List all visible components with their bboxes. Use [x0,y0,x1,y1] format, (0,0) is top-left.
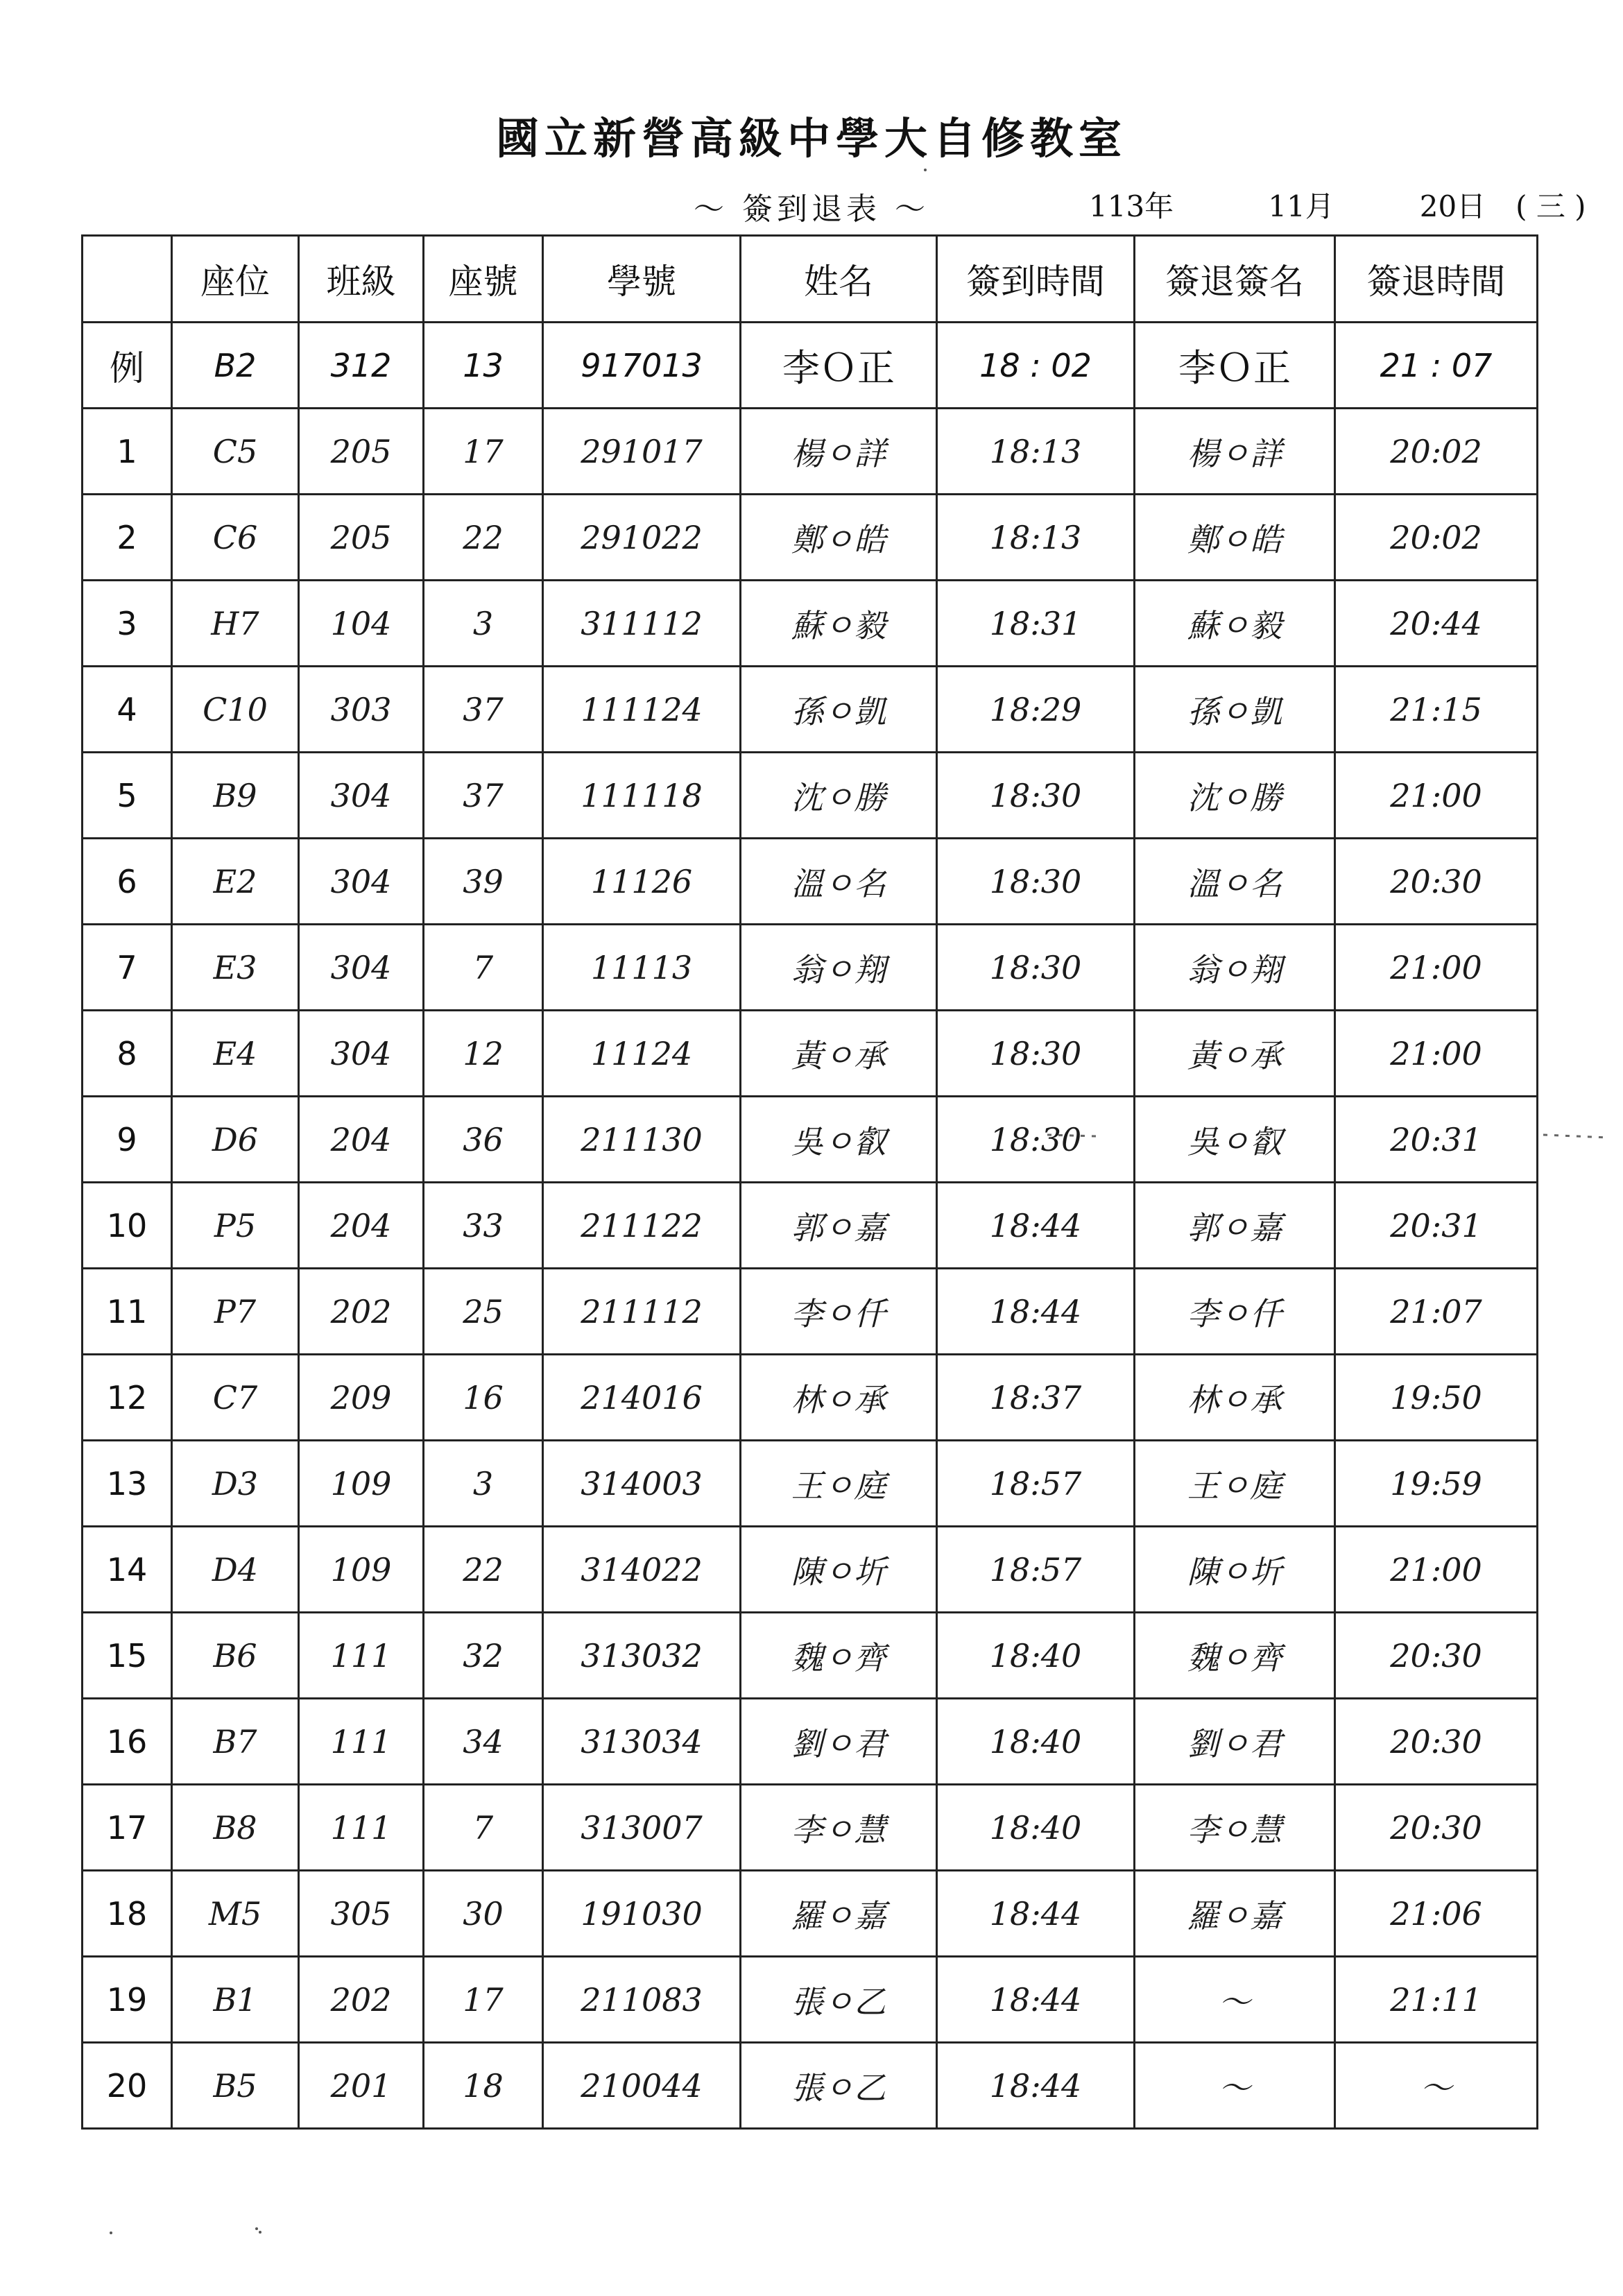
name-cell: 魏ㅇ齊 [741,1613,937,1699]
number-cell: 17 [424,409,543,495]
class-cell: 204 [299,1183,424,1269]
sign-in-time-cell: 18:30 [937,1011,1135,1097]
signature-cell: 鄭ㅇ皓 [1135,495,1335,581]
seat-cell: C6 [172,495,299,581]
signature-cell: 林ㅇ承 [1135,1355,1335,1441]
sign-in-time-cell: 18:44 [937,2043,1135,2129]
seat-cell: B1 [172,1957,299,2043]
table-row [83,667,1538,753]
student-id-cell: 311112 [543,581,741,667]
row-number: 3 [83,581,172,667]
number-cell: 39 [424,839,543,925]
name-cell: 溫ㅇ名 [741,839,937,925]
class-cell: 201 [299,2043,424,2129]
signature-cell: 王ㅇ庭 [1135,1441,1335,1527]
name-cell: 翁ㅇ翔 [741,925,937,1011]
signature-cell: 黃ㅇ承 [1135,1011,1335,1097]
student-id-cell: 11113 [543,925,741,1011]
name-cell: 張ㅇ乙 [741,1957,937,2043]
row-number: 7 [83,925,172,1011]
table-row [83,753,1538,839]
sign-out-time-cell: 19:59 [1335,1441,1538,1527]
student-id-cell: 210044 [543,2043,741,2129]
seat-cell: P5 [172,1183,299,1269]
number-cell: 17 [424,1957,543,2043]
number-cell: 3 [424,581,543,667]
sign-out-time-cell: 20:30 [1335,839,1538,925]
sign-in-time-cell: 18:31 [937,581,1135,667]
sign-out-time-cell: 20:31 [1335,1183,1538,1269]
class-cell: 109 [299,1527,424,1613]
row-number: 2 [83,495,172,581]
name-cell: 李ㅇ慧 [741,1785,937,1871]
sign-in-time-cell: 18:44 [937,1183,1135,1269]
row-number: 9 [83,1097,172,1183]
row-number: 12 [83,1355,172,1441]
seat-cell: B8 [172,1785,299,1871]
sign-in-table [81,234,1538,2130]
number-cell: 16 [424,1355,543,1441]
sign-out-time-cell: 21:15 [1335,667,1538,753]
number-cell: 12 [424,1011,543,1097]
student-id-cell: 11124 [543,1011,741,1097]
signature-cell: 羅ㅇ嘉 [1135,1871,1335,1957]
number-cell: 22 [424,1527,543,1613]
example-sign-out-time: 21 : 07 [1335,323,1538,409]
sign-in-time-cell: 18:57 [937,1441,1135,1527]
sign-in-time-cell: 18:13 [937,495,1135,581]
number-cell: 37 [424,667,543,753]
table-row [83,409,1538,495]
seat-cell: B6 [172,1613,299,1699]
sign-out-time-cell: 20:44 [1335,581,1538,667]
table-row [83,581,1538,667]
name-cell: 劉ㅇ君 [741,1699,937,1785]
seat-cell: B9 [172,753,299,839]
row-number: 14 [83,1527,172,1613]
number-cell: 33 [424,1183,543,1269]
student-id-cell: 11126 [543,839,741,925]
seat-cell: C7 [172,1355,299,1441]
class-cell: 205 [299,495,424,581]
row-number: 17 [83,1785,172,1871]
date-day: 20日 [1419,189,1486,223]
row-number: 5 [83,753,172,839]
class-cell: 111 [299,1785,424,1871]
date-year: 113年 [1089,189,1174,223]
seat-cell: D3 [172,1441,299,1527]
seat-cell: E3 [172,925,299,1011]
subtitle-row [0,184,1623,232]
signature-cell: 陳ㅇ圻 [1135,1527,1335,1613]
number-cell: 34 [424,1699,543,1785]
table-row [83,1183,1538,1269]
col-header-seat: 座位 [172,236,299,323]
sign-in-time-cell: 18:57 [937,1527,1135,1613]
sign-out-time-cell: ～ [1335,2043,1538,2129]
sign-out-time-cell: 21:00 [1335,1527,1538,1613]
number-cell: 36 [424,1097,543,1183]
student-id-cell: 313007 [543,1785,741,1871]
example-signature: 李Ｏ正 [1135,323,1335,409]
example-number: 13 [424,323,543,409]
col-header-sign-in-time: 簽到時間 [937,236,1135,323]
number-cell: 22 [424,495,543,581]
name-cell: 林ㅇ承 [741,1355,937,1441]
table-row [83,839,1538,925]
class-cell: 305 [299,1871,424,1957]
col-header-class: 班級 [299,236,424,323]
name-cell: 沈ㅇ勝 [741,753,937,839]
table-row [83,2043,1538,2129]
sign-out-time-cell: 21:00 [1335,753,1538,839]
class-cell: 205 [299,409,424,495]
sign-out-time-cell: 21:11 [1335,1957,1538,2043]
sign-in-time-cell: 18:30 [937,925,1135,1011]
sheet-subtitle: ～ 簽到退表 ～ [694,191,929,227]
class-cell: 104 [299,581,424,667]
signature-cell: 楊ㅇ詳 [1135,409,1335,495]
name-cell: 蘇ㅇ毅 [741,581,937,667]
sign-out-time-cell: 20:30 [1335,1613,1538,1699]
table-row [83,1699,1538,1785]
signature-cell: 劉ㅇ君 [1135,1699,1335,1785]
sign-out-time-cell: 21:00 [1335,1011,1538,1097]
seat-cell: C10 [172,667,299,753]
seat-cell: M5 [172,1871,299,1957]
row-number: 13 [83,1441,172,1527]
sign-in-time-cell: 18:30 [937,753,1135,839]
number-cell: 25 [424,1269,543,1355]
example-seat: B2 [172,323,299,409]
table-row [83,925,1538,1011]
sign-out-time-cell: 21:06 [1335,1871,1538,1957]
student-id-cell: 214016 [543,1355,741,1441]
sign-out-time-cell: 20:02 [1335,495,1538,581]
seat-cell: H7 [172,581,299,667]
class-cell: 304 [299,753,424,839]
table-row [83,1527,1538,1613]
signature-cell: 蘇ㅇ毅 [1135,581,1335,667]
sign-in-time-cell: 18:44 [937,1957,1135,2043]
student-id-cell: 191030 [543,1871,741,1957]
sign-out-time-cell: 20:30 [1335,1699,1538,1785]
sign-in-time-cell: 18:30 [937,1097,1135,1183]
table-row [83,1957,1538,2043]
row-number: 19 [83,1957,172,2043]
name-cell: 孫ㅇ凱 [741,667,937,753]
student-id-cell: 111124 [543,667,741,753]
name-cell: 黃ㅇ承 [741,1011,937,1097]
name-cell: 羅ㅇ嘉 [741,1871,937,1957]
table-row [83,1613,1538,1699]
date-weekday: ( 三 ) [1515,189,1586,223]
signature-cell: 翁ㅇ翔 [1135,925,1335,1011]
student-id-cell: 313034 [543,1699,741,1785]
row-number: 11 [83,1269,172,1355]
row-number: 20 [83,2043,172,2129]
signature-cell: 郭ㅇ嘉 [1135,1183,1335,1269]
student-id-cell: 291017 [543,409,741,495]
table-row [83,1011,1538,1097]
sign-out-time-cell: 20:02 [1335,409,1538,495]
seat-cell: D4 [172,1527,299,1613]
class-cell: 304 [299,1011,424,1097]
sheet-title: 國立新營高級中學大自修教室 [495,113,1127,164]
class-cell: 202 [299,1957,424,2043]
sign-in-time-cell: 18:30 [937,839,1135,925]
class-cell: 111 [299,1699,424,1785]
sign-out-time-cell: 21:00 [1335,925,1538,1011]
col-header-sign-out-signature: 簽退簽名 [1135,236,1335,323]
seat-cell: C5 [172,409,299,495]
seat-cell: E2 [172,839,299,925]
student-id-cell: 211130 [543,1097,741,1183]
sheet-date [1089,184,1606,225]
sign-out-time-cell: 19:50 [1335,1355,1538,1441]
col-header-index [83,236,172,323]
class-cell: 109 [299,1441,424,1527]
row-number: 4 [83,667,172,753]
table-row [83,1269,1538,1355]
example-student-id: 917013 [543,323,741,409]
sign-in-time-cell: 18:44 [937,1871,1135,1957]
row-number: 16 [83,1699,172,1785]
sign-out-time-cell: 20:31 [1335,1097,1538,1183]
example-row [83,323,1538,409]
class-cell: 202 [299,1269,424,1355]
name-cell: 王ㅇ庭 [741,1441,937,1527]
sign-in-time-cell: 18:40 [937,1613,1135,1699]
table-row [83,1097,1538,1183]
student-id-cell: 314022 [543,1527,741,1613]
row-number: 1 [83,409,172,495]
sign-out-time-cell: 20:30 [1335,1785,1538,1871]
example-label: 例 [83,323,172,409]
sign-in-time-cell: 18:37 [937,1355,1135,1441]
name-cell: 吳ㅇ叡 [741,1097,937,1183]
table-row [83,1441,1538,1527]
row-number: 6 [83,839,172,925]
student-id-cell: 314003 [543,1441,741,1527]
col-header-sign-out-time: 簽退時間 [1335,236,1538,323]
sign-in-time-cell: 18:29 [937,667,1135,753]
row-number: 15 [83,1613,172,1699]
name-cell: 郭ㅇ嘉 [741,1183,937,1269]
sign-in-time-cell: 18:40 [937,1699,1135,1785]
name-cell: 楊ㅇ詳 [741,409,937,495]
signature-cell: ～ [1135,2043,1335,2129]
class-cell: 303 [299,667,424,753]
signature-cell: 李ㅇ慧 [1135,1785,1335,1871]
sign-in-time-cell: 18:40 [937,1785,1135,1871]
student-id-cell: 291022 [543,495,741,581]
sign-out-time-cell: 21:07 [1335,1269,1538,1355]
student-id-cell: 211122 [543,1183,741,1269]
number-cell: 7 [424,1785,543,1871]
example-name: 李Ｏ正 [741,323,937,409]
name-cell: 陳ㅇ圻 [741,1527,937,1613]
number-cell: 37 [424,753,543,839]
table-row [83,1355,1538,1441]
number-cell: 18 [424,2043,543,2129]
class-cell: 209 [299,1355,424,1441]
signature-cell: 溫ㅇ名 [1135,839,1335,925]
class-cell: 304 [299,839,424,925]
col-header-name: 姓名 [741,236,937,323]
signature-cell: ～ [1135,1957,1335,2043]
name-cell: 張ㅇ乙 [741,2043,937,2129]
sign-in-time-cell: 18:44 [937,1269,1135,1355]
name-cell: 李ㅇ仟 [741,1269,937,1355]
seat-cell: B5 [172,2043,299,2129]
col-header-student-id: 學號 [543,236,741,323]
signature-cell: 孫ㅇ凱 [1135,667,1335,753]
class-cell: 111 [299,1613,424,1699]
seat-cell: E4 [172,1011,299,1097]
date-month: 11月 [1268,189,1334,223]
table-header-row [83,236,1538,323]
example-sign-in-time: 18 : 02 [937,323,1135,409]
example-class: 312 [299,323,424,409]
student-id-cell: 211083 [543,1957,741,2043]
table-row [83,1785,1538,1871]
col-header-number: 座號 [424,236,543,323]
student-id-cell: 211112 [543,1269,741,1355]
signature-cell: 沈ㅇ勝 [1135,753,1335,839]
number-cell: 32 [424,1613,543,1699]
row-number: 10 [83,1183,172,1269]
signature-cell: 吳ㅇ叡 [1135,1097,1335,1183]
student-id-cell: 111118 [543,753,741,839]
seat-cell: D6 [172,1097,299,1183]
table-row [83,1871,1538,1957]
signature-cell: 魏ㅇ齊 [1135,1613,1335,1699]
signature-cell: 李ㅇ仟 [1135,1269,1335,1355]
seat-cell: P7 [172,1269,299,1355]
class-cell: 204 [299,1097,424,1183]
class-cell: 304 [299,925,424,1011]
student-id-cell: 313032 [543,1613,741,1699]
number-cell: 3 [424,1441,543,1527]
row-number: 18 [83,1871,172,1957]
sign-in-time-cell: 18:13 [937,409,1135,495]
number-cell: 7 [424,925,543,1011]
number-cell: 30 [424,1871,543,1957]
row-number: 8 [83,1011,172,1097]
seat-cell: B7 [172,1699,299,1785]
table-row [83,495,1538,581]
name-cell: 鄭ㅇ皓 [741,495,937,581]
